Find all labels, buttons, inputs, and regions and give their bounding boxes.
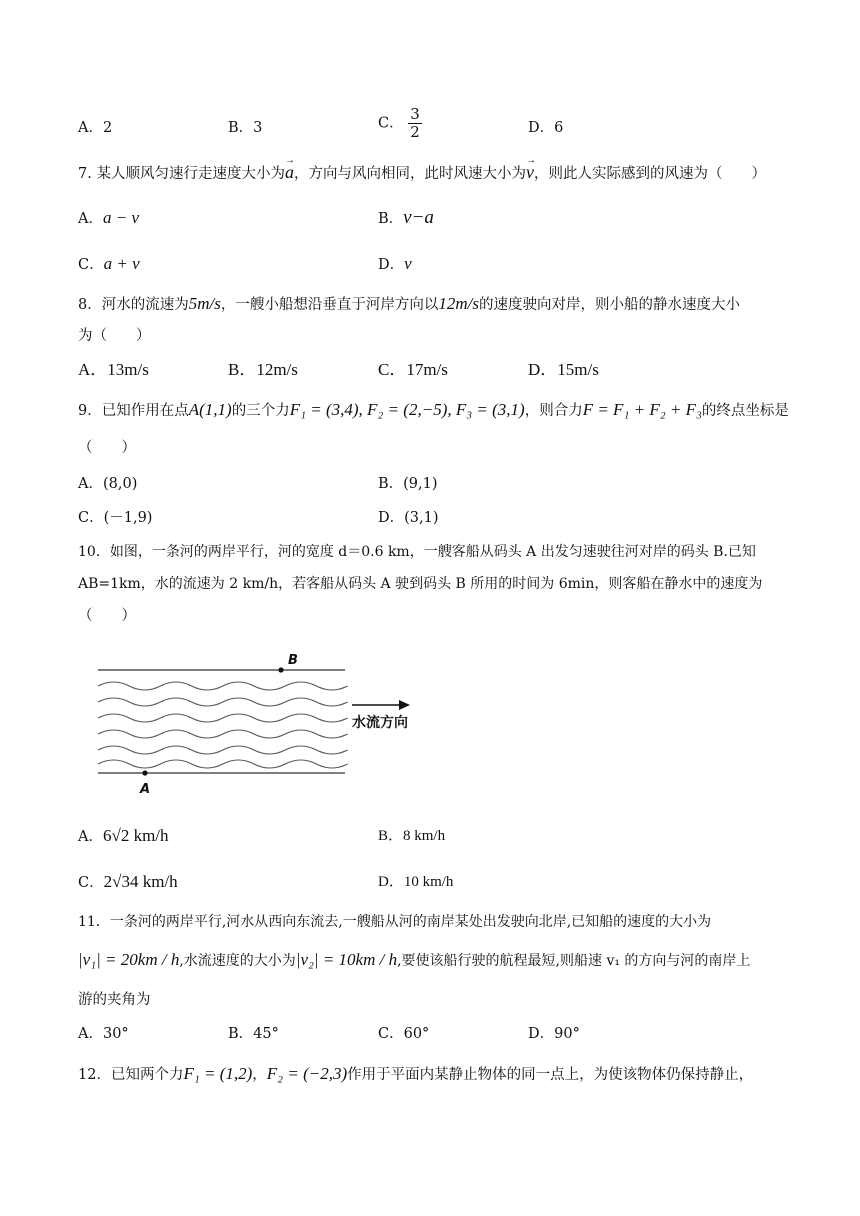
flow-direction-label: 水流方向 — [352, 715, 408, 731]
q8-speed2: 12m/s — [438, 294, 479, 313]
q8-stem-part2: ，一艘小船想沿垂直于河岸方向以 — [220, 297, 439, 313]
q12-stem-part2: 作用于平面内某静止物体的同一点上，为使该物体仍保持静止， — [347, 1067, 754, 1083]
q6-option-c-fraction — [408, 106, 422, 141]
q9-option-d: D．(3,1) — [378, 510, 439, 526]
q9-stem-part3: ，则合力 — [524, 403, 583, 419]
q8-stem-part1: 8．河水的流速为 — [78, 297, 189, 313]
q8-stem-part3: 的速度驶向对岸，则小船的静水速度大小 — [478, 297, 740, 313]
dock-a-point — [142, 770, 147, 775]
q10-option-c-expr: 2√34 km/h — [103, 872, 178, 891]
q8-option-a: A．13m/s — [78, 360, 149, 379]
q9-stem-part1: 9．已知作用在点 — [78, 403, 189, 419]
fraction-denominator: 2 — [410, 123, 420, 141]
q7-option-b-expr: v−a — [403, 207, 434, 228]
q11-v2-magnitude: |v₂| = 10km / h — [295, 950, 398, 969]
water-waves — [98, 682, 348, 768]
q6-option-c — [378, 106, 422, 141]
fraction-numerator: 3 — [410, 105, 420, 123]
q11-option-c: C．60° — [378, 1026, 430, 1042]
q6-option-c-label: C． — [378, 115, 404, 132]
q7-option-c — [78, 254, 140, 275]
q11-stem-tail: ,要使该船行驶的航程最短,则船速 v₁ 的方向与河的南岸上 — [397, 953, 751, 969]
q11-stem-line3: 游的夹角为 — [78, 992, 151, 1008]
q7-stem — [78, 162, 800, 184]
q11-stem-line1: 11．一条河的两岸平行,河水从西向东流去,一艘船从河的南岸某处出发驶向北岸,已知船的速度的大小为 — [78, 914, 712, 930]
q6-options — [78, 105, 800, 148]
option-label: C． — [78, 875, 104, 891]
q12-stem-part1: 12．已知两个力 — [78, 1067, 184, 1083]
q7-option-a-expr: a − v — [102, 208, 140, 227]
q8-stem — [78, 294, 800, 315]
q10-stem-line2: AB=1km，水的流速为 2 km/h，若客船从码头 A 驶到码头 B 所用的时间为 6min，则客船在静水中的速度为 — [78, 576, 763, 592]
q9-option-a: A．(8,0) — [78, 476, 138, 492]
q6-option-d: D．6 — [528, 120, 564, 136]
q7-option-c-expr: a + v — [103, 254, 140, 273]
q10-stem-line1: 10．如图，一条河的两岸平行，河的宽度 d＝0.6 km，一艘客船从码头 A 出发匀速驶往河对岸的码头 B.已知 — [78, 544, 756, 560]
q10-stem-line3: （ ） — [78, 608, 136, 624]
q11-option-d: D．90° — [528, 1026, 580, 1042]
q6-option-a: A．2 — [78, 120, 113, 136]
q9-option-b: B．(9,1) — [378, 476, 438, 492]
q12-stem — [78, 1064, 800, 1085]
q9-point: A(1,1) — [188, 400, 232, 419]
option-label: A． — [78, 211, 103, 227]
q9-stem-line2: （ ） — [78, 440, 136, 456]
q11-option-a: A．30° — [78, 1026, 129, 1042]
q10-river-figure — [90, 645, 430, 800]
label-a: A — [140, 782, 151, 797]
q7-stem-part3: ，则此人实际感到的风速为（ ） — [533, 166, 766, 182]
q11-stem-line2 — [78, 950, 800, 971]
q8-option-b: B．12m/s — [228, 360, 298, 379]
q11-stem-mid: ,水流速度的大小为 — [179, 953, 296, 969]
q7-option-d — [378, 254, 412, 275]
q12-force2: F₂ = (−2,3) — [266, 1064, 348, 1083]
q9-stem-part2: 的三个力 — [231, 403, 290, 419]
q7-stem-part2: ，方向与风向相同，此时风速大小为 — [293, 166, 526, 182]
q9-sum: F = F₁ + F₂ + F₃ — [582, 400, 702, 419]
q6-option-b: B．3 — [228, 120, 263, 136]
option-label: A． — [78, 829, 103, 845]
q10-option-c — [78, 872, 178, 893]
q8-option-c: C．17m/s — [378, 360, 448, 379]
label-b: B — [288, 653, 298, 668]
q9-stem-part4: 的终点坐标是 — [701, 403, 789, 419]
q7-option-a — [78, 208, 139, 229]
q12-separator: ， — [252, 1067, 267, 1083]
q9-option-c: C．(－1,9) — [78, 510, 153, 526]
q10-option-d: D．10 km/h — [378, 874, 454, 890]
q8-speed1: 5m/s — [188, 294, 221, 313]
dock-b-point — [278, 667, 283, 672]
option-label: B． — [378, 211, 404, 227]
q10-option-a — [78, 826, 169, 847]
q11-option-b: B．45° — [228, 1026, 279, 1042]
option-label: D． — [378, 257, 405, 273]
q8-option-d: D．15m/s — [528, 360, 599, 379]
vector-v: → v — [526, 162, 534, 182]
q11-v1-magnitude: |v₁| = 20km / h — [78, 950, 180, 969]
q10-option-b: B．8 km/h — [378, 828, 446, 844]
vector-a: → a — [285, 162, 294, 182]
q7-option-b — [378, 208, 434, 229]
q10-option-a-expr: 6√2 km/h — [102, 826, 169, 845]
q9-stem — [78, 400, 800, 421]
q9-forces: F₁ = (3,4), F₂ = (2,−5), F₃ = (3,1) — [289, 400, 525, 419]
q7-option-d-expr: v — [404, 254, 412, 273]
q12-force1: F₁ = (1,2) — [183, 1064, 253, 1083]
option-label: C． — [78, 257, 104, 273]
q8-stem-line2: 为（ ） — [78, 328, 151, 344]
flow-arrow-icon — [399, 700, 410, 710]
q7-stem-part1: 7. 某人顺风匀速行走速度大小为 — [78, 166, 285, 182]
